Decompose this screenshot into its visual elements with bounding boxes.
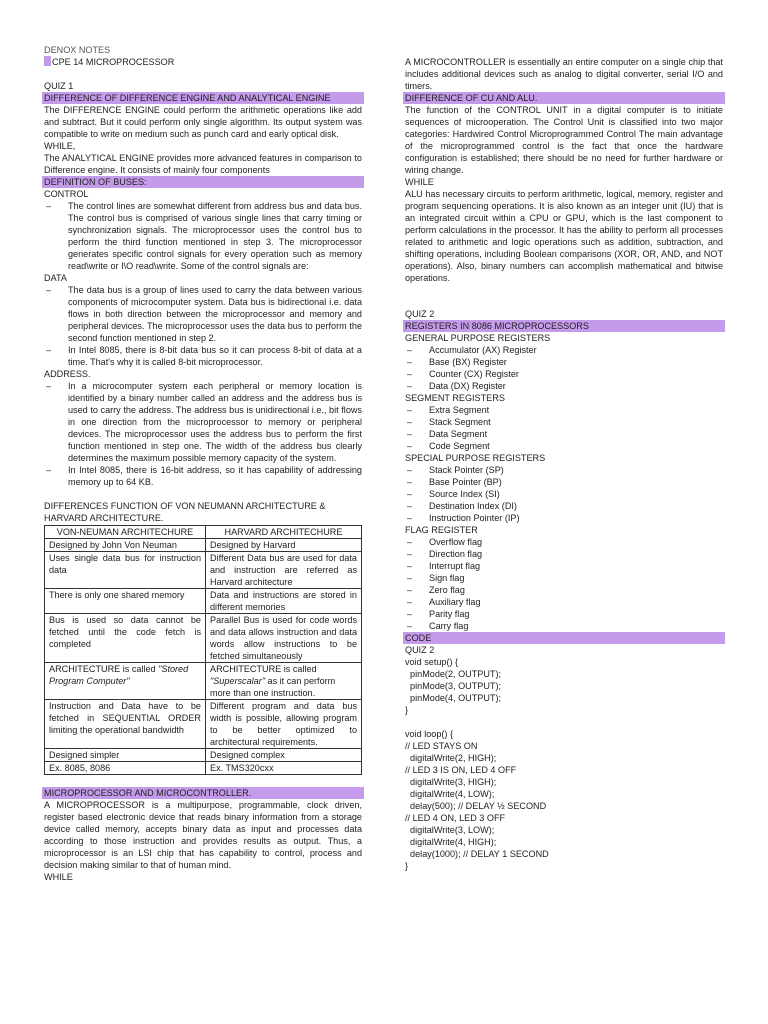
- code-line: }: [405, 705, 409, 715]
- list-item: – Code Segment: [405, 440, 723, 452]
- table-row: [45, 589, 362, 614]
- microprocessor-paragraph: A MICROPROCESSOR is a multipurpose, programmable, clock driven, register based electronic device that reads binary information from a storage device called memory, accepts binary data as input and processes data according to those instruction and provides results as output. Thus, a microprocessor is an LSI chip that has capability to control, process and decision making similar to that of human mind.: [44, 800, 362, 870]
- list-item: – Stack Segment: [405, 416, 723, 428]
- table-row: [45, 700, 362, 749]
- code-line: digitalWrite(3, LOW);: [405, 825, 495, 835]
- engines-heading: DIFFERENCE OF DIFFERENCE ENGINE AND ANALYTICAL ENGINE: [42, 92, 364, 104]
- list-item: – Source Index (SI): [405, 488, 723, 500]
- table-cell: Uses single data bus for instruction data: [45, 552, 206, 589]
- table-header-von-neumann: VON-NEUMAN ARCHITECHURE: [45, 526, 206, 539]
- code-line: // LED 4 ON, LED 3 OFF: [405, 813, 506, 823]
- cell-text: ARCHITECTURE is called: [210, 664, 317, 674]
- code-line: void setup() {: [405, 657, 459, 667]
- table-cell: Bus is used so data cannot be fetched until the code fetch is completed: [45, 614, 206, 663]
- register-list: [405, 464, 723, 524]
- register-group-title: GENERAL PURPOSE REGISTERS: [405, 333, 551, 343]
- architecture-heading: DIFFERENCES FUNCTION OF VON NEUMANN ARCHITECTURE & HARVARD ARCHITECTURE.: [44, 501, 326, 523]
- table-row: [45, 539, 362, 552]
- code-line: digitalWrite(2, HIGH);: [405, 753, 497, 763]
- table-cell: Different Data bus are used for data and instruction are referred as Harvard architecture: [206, 552, 362, 589]
- cu-alu-heading: DIFFERENCE OF CU AND ALU.: [403, 92, 725, 104]
- list-item: – In Intel 8085, there is 8-bit data bus so it can process 8-bit of data at a time. That's why it is called 8-bit microprocessor.: [44, 344, 362, 368]
- register-list: [405, 404, 723, 452]
- list-item: – Base (BX) Register: [405, 356, 723, 368]
- code-line: [405, 716, 723, 728]
- code-line: delay(500); // DELAY ½ SECOND: [405, 801, 547, 811]
- buses-heading: DEFINITION OF BUSES:: [42, 176, 364, 188]
- register-list: [405, 536, 723, 632]
- list-item: – Data (DX) Register: [405, 380, 723, 392]
- table-cell: Ex. 8085, 8086: [45, 762, 206, 775]
- list-item: – Data Segment: [405, 428, 723, 440]
- list-item: – Destination Index (DI): [405, 500, 723, 512]
- table-header-harvard: HARVARD ARCHITECHURE: [206, 526, 362, 539]
- list-item: – Direction flag: [405, 548, 723, 560]
- left-column: [44, 44, 362, 883]
- list-item: – Extra Segment: [405, 404, 723, 416]
- table-row: [45, 663, 362, 700]
- microcontroller-paragraph: A MICROCONTROLLER is essentially an entire computer on a single chip that includes additional devices such as analog to digital converter, serial I/O and timers.: [405, 57, 723, 91]
- code-line: digitalWrite(4, HIGH);: [405, 837, 497, 847]
- list-item: – In Intel 8085, there is 16-bit address, so it has capability of addressing memory up to 64 KB.: [44, 464, 362, 488]
- quiz2-label: QUIZ 2: [405, 309, 435, 319]
- list-item: – Parity flag: [405, 608, 723, 620]
- table-cell: Different program and data bus width is possible, allowing program to be better optimized to architectural requirements.: [206, 700, 362, 749]
- register-group-title: SPECIAL PURPOSE REGISTERS: [405, 453, 546, 463]
- while-label: WHILE,: [44, 141, 76, 151]
- list-item: – Interrupt flag: [405, 560, 723, 572]
- micro-heading: MICROPROCESSOR AND MICROCONTROLLER.: [42, 787, 364, 799]
- list-item: – Accumulator (AX) Register: [405, 344, 723, 356]
- list-item: – The data bus is a group of lines used to carry the data between various components of microcomputer system. Data bus is bidirectional i.e. data flows in both direction between the microprocessor and memory and peripheral devices. The microprocessor uses the data bus to perform the second function mentioned in step 2.: [44, 284, 362, 344]
- registers-heading: REGISTERS IN 8086 MICROPROCESSORS: [403, 320, 725, 332]
- list-item: – In a microcomputer system each peripheral or memory location is identified by a binary number called an address and the address bus is used to carry the address. The address bus is unidirectional i.e., bit flows in one direction from the microprocessor to memory or peripheral devices. The microprocessor uses the address bus to perform the first function mentioned in step one. The width of the address bus clearly determines the maximum possible memory capacity of the system.: [44, 380, 362, 464]
- list-item: – Stack Pointer (SP): [405, 464, 723, 476]
- right-column: [405, 56, 723, 872]
- table-cell: Designed simpler: [45, 749, 206, 762]
- while-label: WHILE: [44, 872, 73, 882]
- address-bus-list: [44, 380, 362, 488]
- code-line: // LED STAYS ON: [405, 741, 478, 751]
- list-item: – Overflow flag: [405, 536, 723, 548]
- list-item: – Instruction Pointer (IP): [405, 512, 723, 524]
- code-line: digitalWrite(3, HIGH);: [405, 777, 497, 787]
- address-bus-label: ADDRESS.: [44, 369, 91, 379]
- quiz1-label: QUIZ 1: [44, 81, 74, 91]
- code-block: [405, 656, 723, 872]
- table-cell: Ex. TMS320cxx: [206, 762, 362, 775]
- table-row: [45, 749, 362, 762]
- list-item: – Base Pointer (BP): [405, 476, 723, 488]
- architecture-table: [44, 525, 362, 775]
- table-header-row: [45, 526, 362, 539]
- register-group-title: FLAG REGISTER: [405, 525, 478, 535]
- table-cell: There is only one shared memory: [45, 589, 206, 614]
- control-bus-label: CONTROL: [44, 189, 89, 199]
- difference-engine-paragraph: The DIFFERENCE ENGINE could perform the arithmetic operations like add and subtract. But it could perform only single algorithm. Its output system was compatible to write on medium such as punch card and early optical disk.: [44, 105, 362, 139]
- data-bus-list: [44, 284, 362, 368]
- code-line: pinMode(4, OUTPUT);: [405, 693, 502, 703]
- list-item: – Carry flag: [405, 620, 723, 632]
- code-line: delay(1000); // DELAY 1 SECOND: [405, 849, 549, 859]
- while-label: WHILE: [405, 177, 434, 187]
- table-cell: [206, 663, 362, 700]
- table-cell: [45, 663, 206, 700]
- code-line: pinMode(3, OUTPUT);: [405, 681, 502, 691]
- table-cell: Designed by Harvard: [206, 539, 362, 552]
- list-item: – Counter (CX) Register: [405, 368, 723, 380]
- code-quiz-label: QUIZ 2: [405, 645, 435, 655]
- cell-text: as it can perform more than one instruction.: [210, 676, 336, 698]
- list-item: – Auxiliary flag: [405, 596, 723, 608]
- control-bus-list: [44, 200, 362, 272]
- notes-label: DENOX NOTES: [44, 45, 111, 55]
- course-title-text: CPE 14 MICROPROCESSOR: [52, 57, 175, 67]
- cell-emphasis: "Superscalar": [210, 676, 265, 686]
- table-row: [45, 614, 362, 663]
- highlight-marker: [44, 56, 51, 66]
- table-cell: Designed complex: [206, 749, 362, 762]
- cell-emphasis: "Stored Program Computer": [49, 664, 189, 686]
- list-item: – The control lines are somewhat different from address bus and data bus. The control bus is comprised of various single lines that carry timing or synchronization signals. The microprocessor uses the control bus to perform the third function mentioned in step 3. The microprocessor generates specific control signals for every operation such as memory read\write or I\O read\write. Some of the control signals are:: [44, 200, 362, 272]
- cell-text: ARCHITECTURE is called: [49, 664, 159, 674]
- table-cell: Data and instructions are stored in different memories: [206, 589, 362, 614]
- control-unit-paragraph: The function of the CONTROL UNIT in a digital computer is to initiate sequences of microoperation. The Control Unit is classified into two major categories: Hardwired Control Microprogrammed Control The main advantage of the microprogrammed control is the fact that once the hardware configuration is established; there should be no need for further hardware or wiring change.: [405, 105, 723, 175]
- code-line: // LED 3 IS ON, LED 4 OFF: [405, 765, 517, 775]
- code-line: pinMode(2, OUTPUT);: [405, 669, 502, 679]
- analytical-engine-paragraph: The ANALYTICAL ENGINE provides more advanced features in comparison to Difference engine. It consists of mainly four components: [44, 153, 362, 175]
- table-row: [45, 552, 362, 589]
- register-group-title: SEGMENT REGISTERS: [405, 393, 505, 403]
- list-item: – Sign flag: [405, 572, 723, 584]
- course-title: [44, 56, 362, 68]
- code-heading: CODE: [403, 632, 725, 644]
- register-list: [405, 344, 723, 392]
- code-line: void loop() {: [405, 729, 454, 739]
- code-line: digitalWrite(4, LOW);: [405, 789, 495, 799]
- table-cell: Designed by John Von Neuman: [45, 539, 206, 552]
- table-cell: Parallel Bus is used for code words and data allows instruction and data words allow instructions to be fetched simultaneously: [206, 614, 362, 663]
- list-item: – Zero flag: [405, 584, 723, 596]
- code-line: }: [405, 861, 409, 871]
- data-bus-label: DATA: [44, 273, 67, 283]
- table-cell: Instruction and Data have to be fetched in SEQUENTIAL ORDER limiting the operational bandwidth: [45, 700, 206, 749]
- table-row: [45, 762, 362, 775]
- alu-paragraph: ALU has necessary circuits to perform arithmetic, logical, memory, register and program sequencing operations. It is also known as an integer unit (IU) that is an integrated circuit within a CPU or GPU, which is the last component to perform calculations in the processor. It has the ability to perform all processes related to arithmetic and logic operations such as addition, subtraction, and shifting operations, including Boolean comparisons (XOR, OR, AND, and NOT operations). Also, binary numbers can accomplish mathematical and bitwise operations.: [405, 189, 723, 283]
